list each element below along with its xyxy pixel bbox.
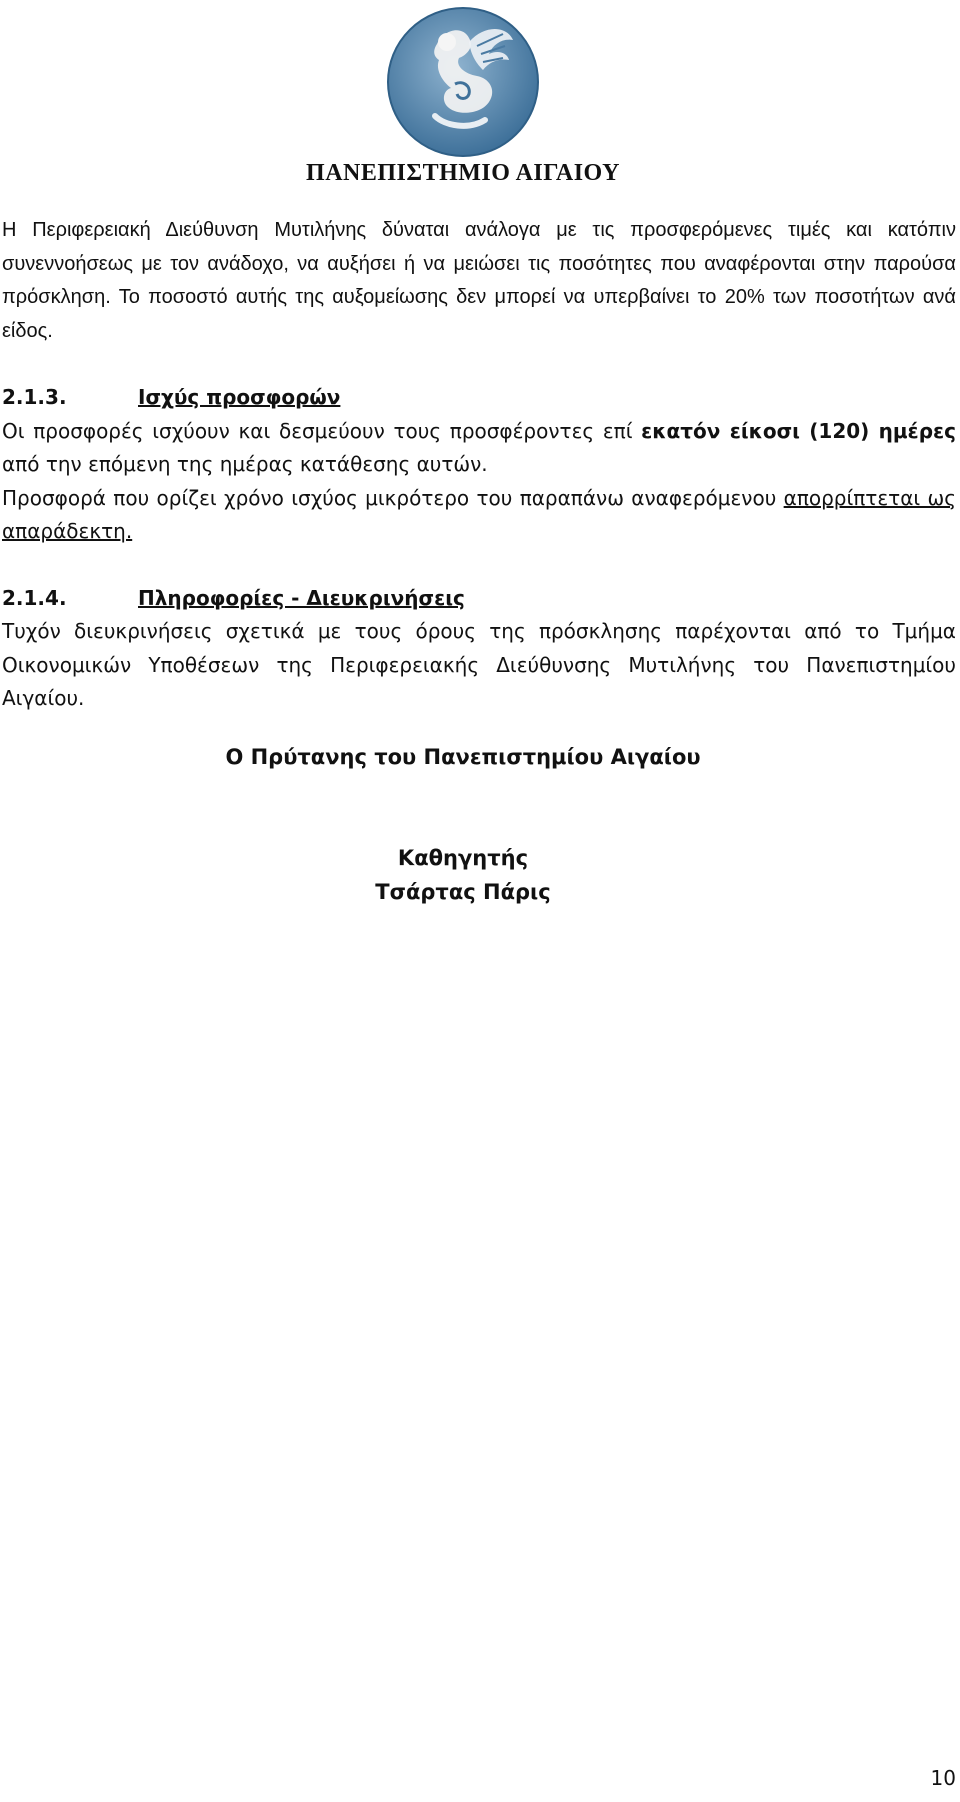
section-number: 2.1.4. — [2, 585, 67, 610]
rejection-paragraph — [2, 482, 956, 549]
section-title: Πληροφορίες - Διευκρινήσεις — [138, 585, 465, 610]
signatory-role: Ο Πρύτανης του Πανεπιστημίου Αιγαίου — [225, 745, 701, 769]
validity-text-start: Οι προσφορές ισχύουν και δεσμεύουν τους προσφέροντες επί — [2, 418, 642, 443]
clarifications-paragraph: Τυχόν διευκρινήσεις σχετικά με τους όρους της πρόσκλησης παρέχονται από το Τμήμα Οικονομικών Υποθέσεων της Περιφερειακής Διεύθυνσης Μυτιλήνης του Πανεπιστημίου Αιγαίου. — [2, 619, 956, 710]
signatory-name: Τσάρτας Πάρις — [375, 880, 551, 904]
university-seal-sphinx-icon — [385, 4, 541, 160]
university-name: ΠΑΝΕΠΙΣΤΗΜΙΟ ΑΙΓΑΙΟΥ — [306, 160, 620, 186]
signatory-title: Καθηγητής — [397, 846, 529, 870]
section-title: Ισχύς προσφορών — [138, 385, 341, 409]
intro-paragraph: Η Περιφερειακή Διεύθυνση Μυτιλήνης δύναται ανάλογα με τις προσφερόμενες τιμές και κατόπιν συνεννοήσεως με τον ανάδοχο, να αυξήσει ή να μειώσει τις ποσότητες που αναφέρονται στην παρούσα πρόσκληση. Το ποσοστό αυτής της αυξομείωσης δεν μπορεί να υπερβαίνει το 20% των ποσοτήτων ανά είδος. — [2, 219, 956, 342]
section-number: 2.1.3. — [2, 385, 67, 409]
section-heading-2-1-3 — [2, 381, 956, 415]
validity-text-end: από την επόμενη της ημέρας κατάθεσης αυτών. — [2, 452, 488, 476]
rejection-emphasis: απορρίπτεται ως απαράδεκτη. — [2, 485, 956, 543]
rejection-text: Προσφορά που ορίζει χρόνο ισχύος μικρότερο του παραπάνω αναφερόμενου — [2, 485, 784, 510]
document-body — [2, 214, 956, 716]
validity-duration: εκατόν είκοσι (120) ημέρες — [641, 418, 956, 443]
section-heading-2-1-4 — [2, 582, 956, 616]
page-number: 10 — [930, 1766, 956, 1790]
validity-paragraph — [2, 415, 956, 482]
